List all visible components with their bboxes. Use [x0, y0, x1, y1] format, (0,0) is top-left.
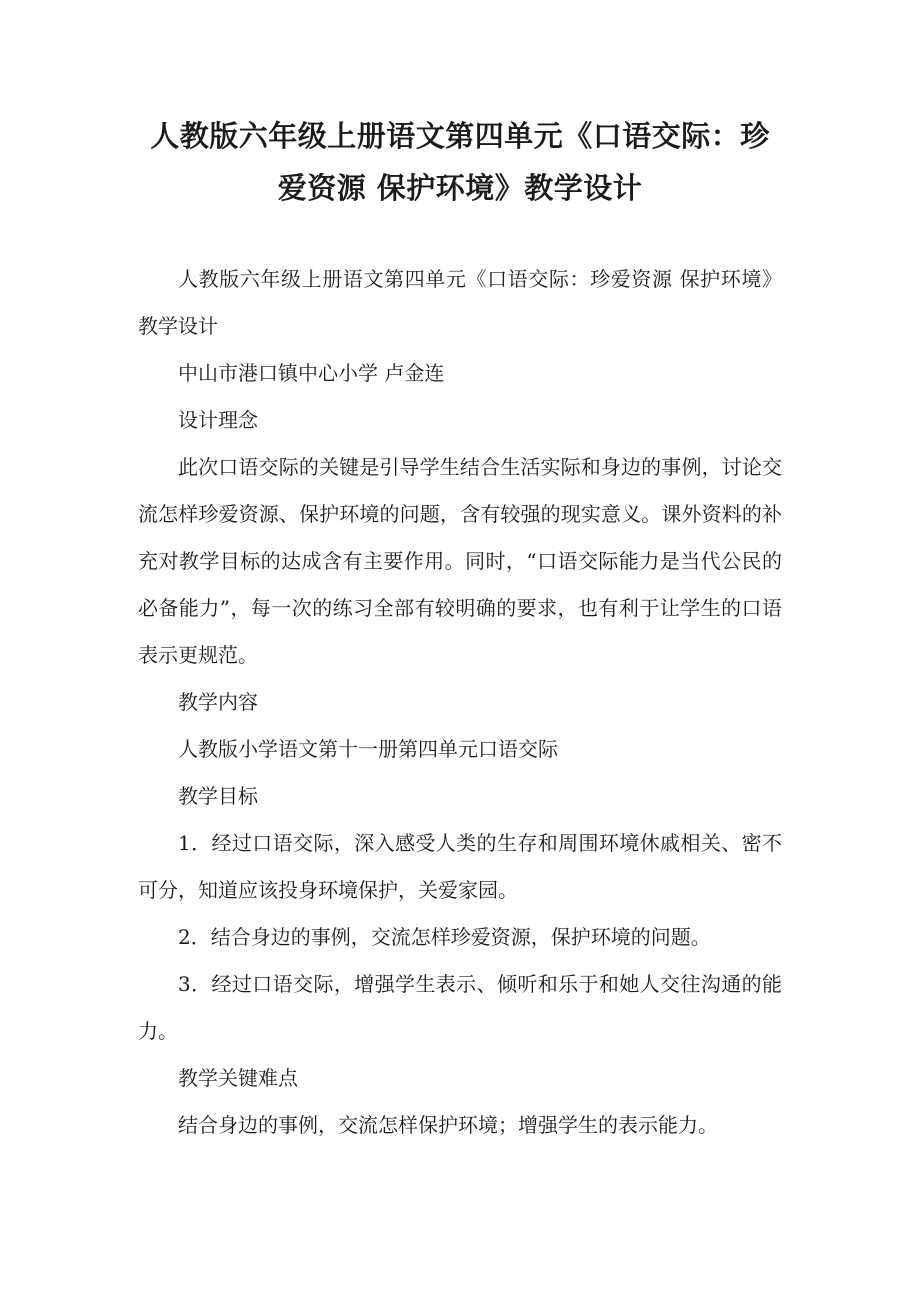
document-title: 人教版六年级上册语文第四单元《口语交际：珍爱资源 保护环境》教学设计: [150, 119, 770, 205]
heading-teaching-content: 教学内容: [178, 690, 258, 714]
paragraph-goal-3: 3．经过口语交际，增强学生表示、倾听和乐于和她人交往沟通的能力。: [138, 972, 782, 1043]
heading-teaching-goals: 教学目标: [178, 784, 258, 808]
paragraph-title-repeat: 人教版六年级上册语文第四单元《口语交际：珍爱资源 保护环境》教学设计: [138, 267, 782, 338]
document-body: [138, 256, 782, 1149]
paragraph-author: 中山市港口镇中心小学 卢金连: [178, 361, 445, 385]
heading-design-concept: 设计理念: [178, 408, 258, 432]
paragraph-teaching-content: 人教版小学语文第十一册第四单元口语交际: [178, 737, 558, 761]
paragraph-goal-2: 2．结合身边的事例，交流怎样珍爱资源，保护环境的问题。: [178, 925, 711, 949]
paragraph-key-difficulties: 结合身边的事例，交流怎样保护环境；增强学生的表示能力。: [178, 1113, 718, 1137]
paragraph-goal-1: 1．经过口语交际，深入感受人类的生存和周围环境休戚相关、密不可分，知道应该投身环境保护，关爱家园。: [138, 831, 782, 902]
paragraph-design-concept: 此次口语交际的关键是引导学生结合生活实际和身边的事例，讨论交流怎样珍爱资源、保护环境的问题，含有较强的现实意义。课外资料的补充对教学目标的达成含有主要作用。同时，“口语交际能力是当代公民的必备能力”，每一次的练习全部有较明确的要求，也有利于让学生的口语表示更规范。: [138, 455, 782, 667]
heading-key-difficulties: 教学关键难点: [178, 1066, 298, 1090]
